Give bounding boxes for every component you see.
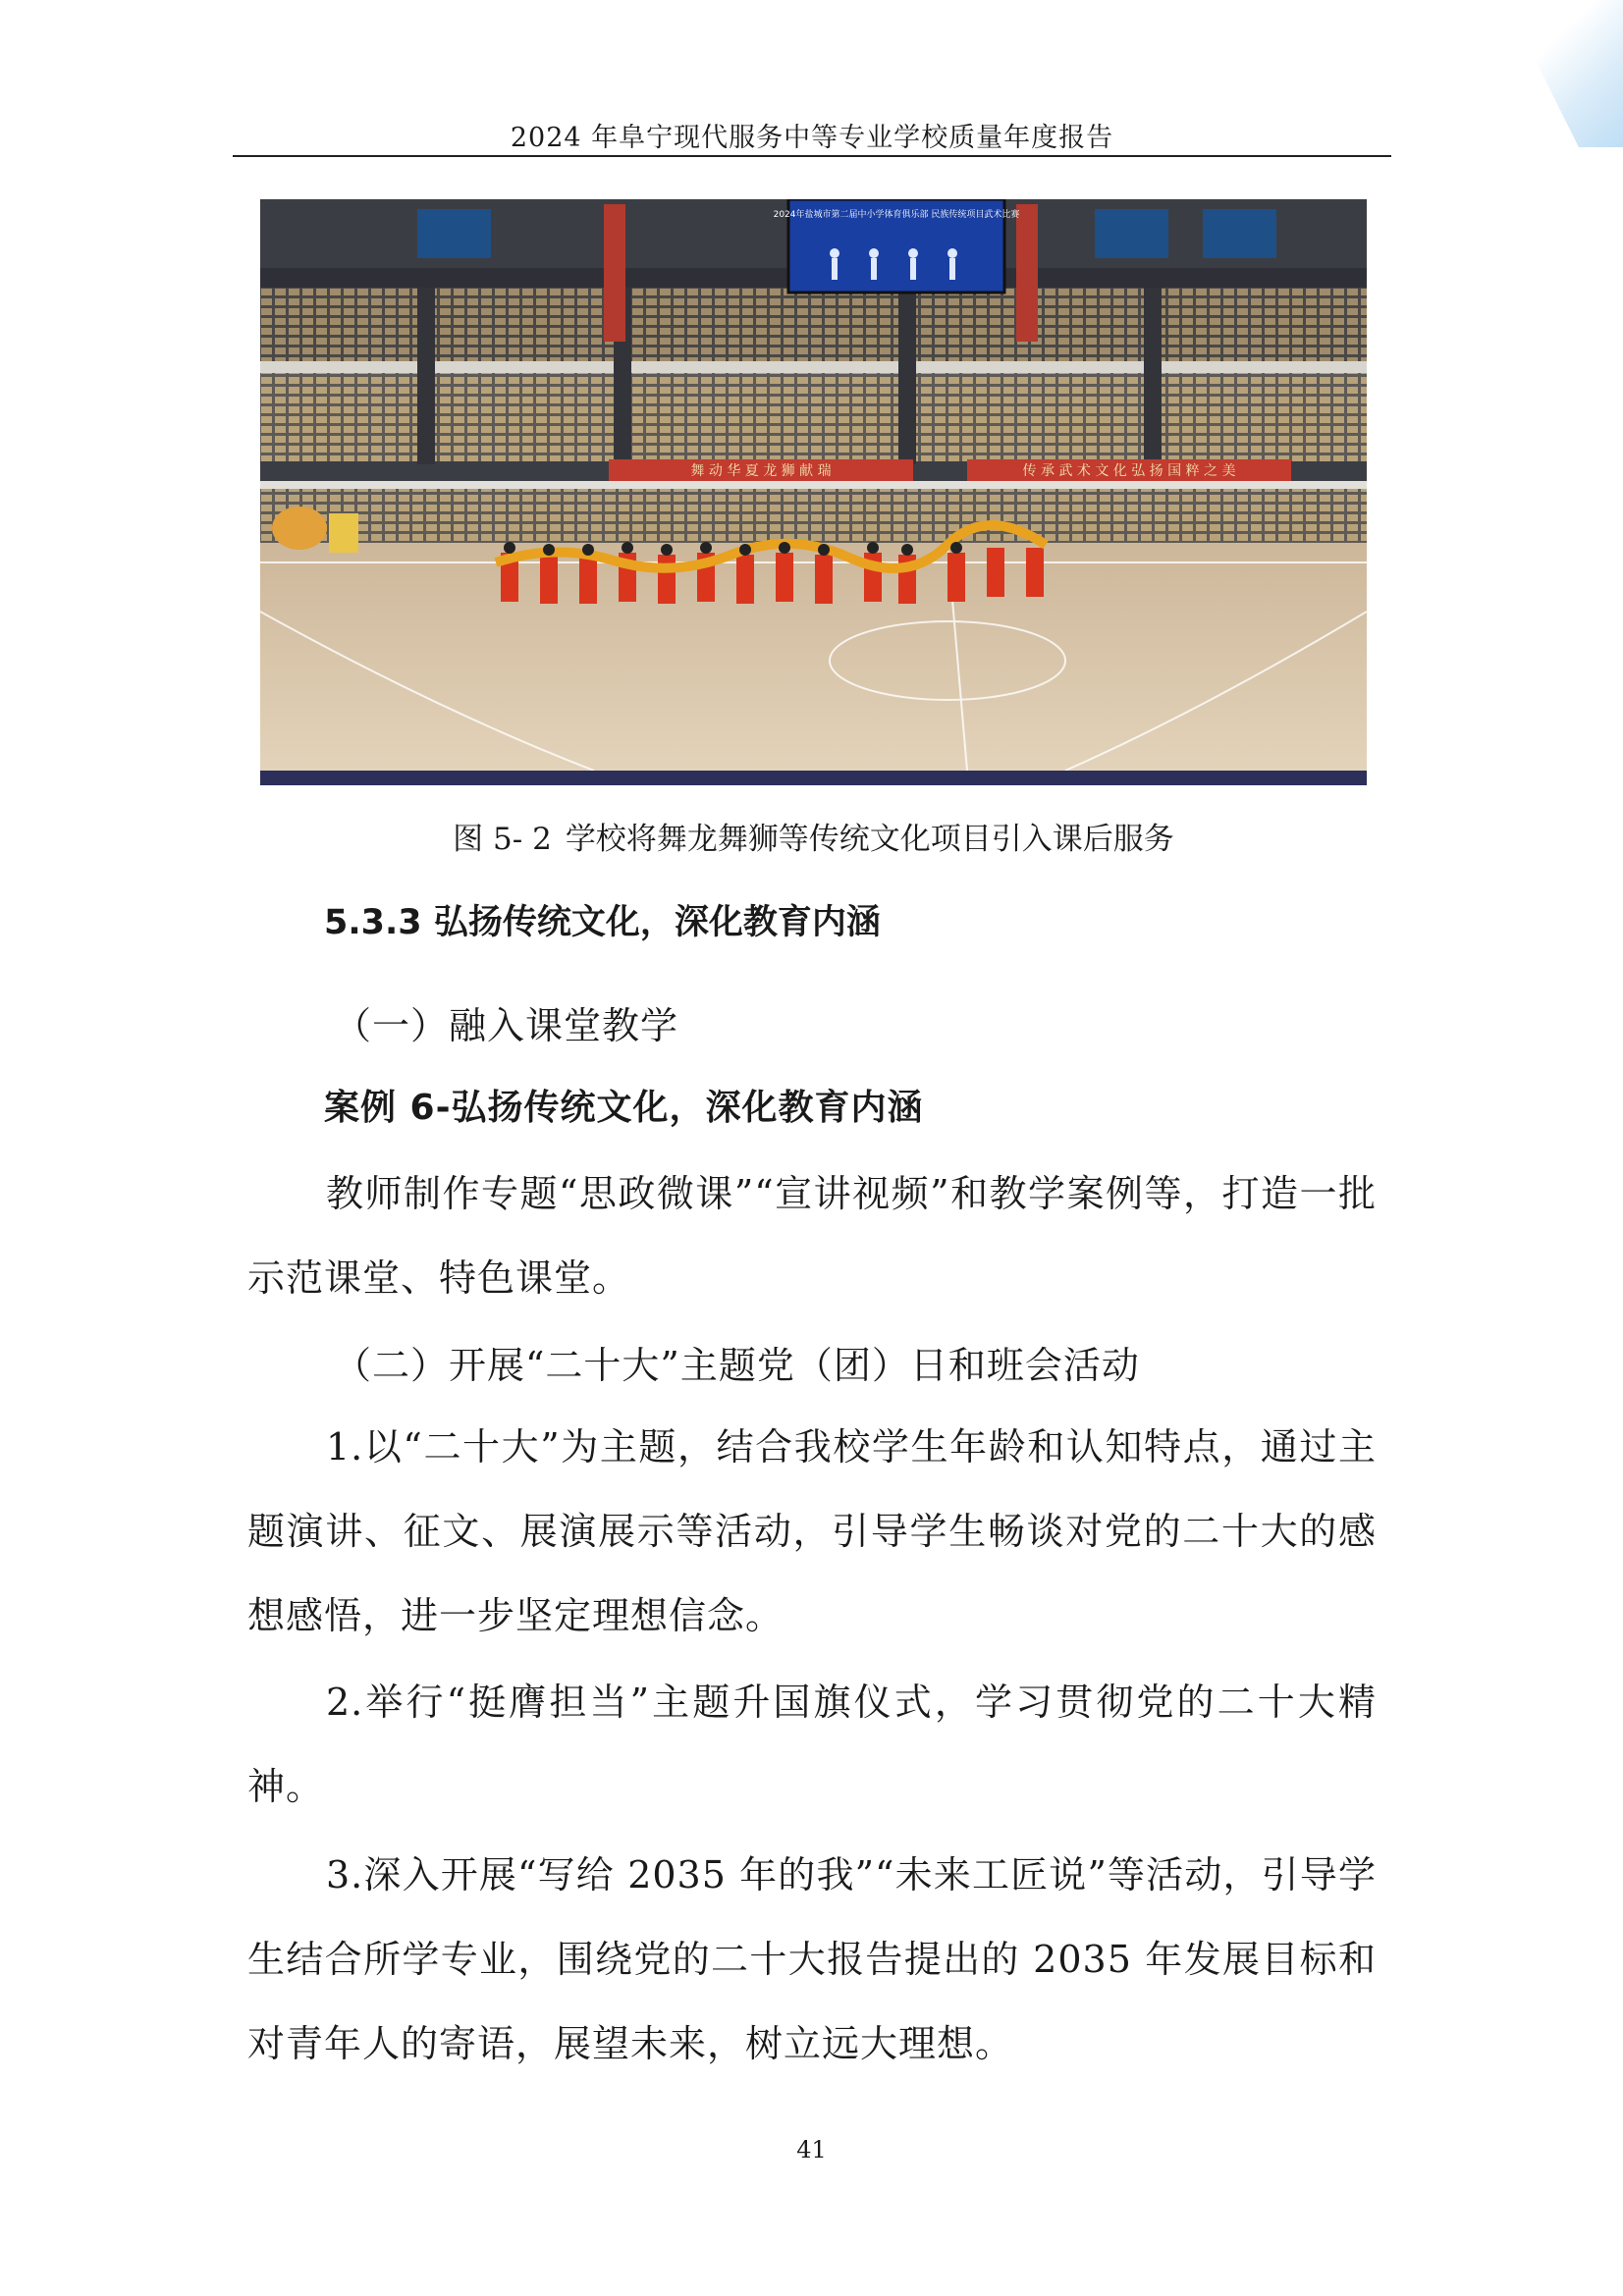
figure-caption [260,814,1367,858]
page-header: 2024 年阜宁现代服务中等专业学校质量年度报告 [510,123,1114,153]
figure-number: 图 5- 2 [453,822,552,857]
subheading-two: （二）开展“二十大”主题党（团）日和班会活动 [334,1344,1140,1387]
case-title: 案例 6-弘扬传统文化，深化教育内涵 [324,1088,924,1128]
list-item-2: 2.举行“挺膺担当”主题升国旗仪式，学习贯彻党的二十大精神。 [247,1681,1377,1808]
section-heading: 5.3.3 弘扬传统文化，深化教育内涵 [324,903,881,942]
header-divider [233,155,1391,157]
list-item-1: 1.以“二十大”为主题，结合我校学生年龄和认知特点，通过主题演讲、征文、展演展示等活动，引导学生畅谈对党的二十大的感想感悟，进一步坚定理想信念。 [247,1425,1377,1637]
banner-left-text: 舞 动 华 夏 龙 狮 献 瑞 [690,463,832,479]
list-item-3: 3.深入开展“写给 2035 年的我”“未来工匠说”等活动，引导学生结合所学专业，围绕党的二十大报告提出的 2035 年发展目标和对青年人的寄语，展望未来，树立远大理想。 [247,1853,1377,2065]
figure-photo [260,199,1367,785]
paragraph-teaching: 教师制作专题“思政微课”“宣讲视频”和教学案例等，打造一批示范课堂、特色课堂。 [247,1172,1377,1300]
page-number: 41 [796,2136,827,2163]
corner-decoration [1476,0,1623,147]
figure-caption-text: 学校将舞龙舞狮等传统文化项目引入课后服务 [565,822,1174,857]
screen-text: 2024年盐城市第二届中小学体育俱乐部 民族传统项目武术比赛 [773,210,1020,220]
banner-right-text: 传 承 武 术 文 化 弘 扬 国 粹 之 美 [1022,463,1236,479]
subheading-one: （一）融入课堂教学 [334,1004,679,1047]
